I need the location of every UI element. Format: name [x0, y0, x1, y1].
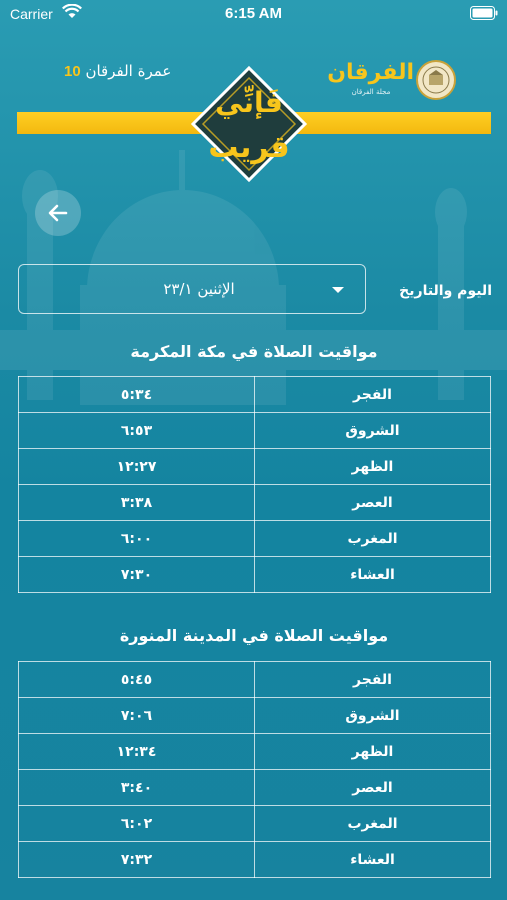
prayer-name: العصر [255, 485, 491, 521]
prayer-name: المغرب [255, 521, 491, 557]
prayer-time: ١٢:٢٧ [19, 449, 255, 485]
prayer-time: ٣:٣٨ [19, 485, 255, 521]
carrier-label: Carrier [10, 6, 53, 22]
table-row [19, 662, 491, 698]
table-row [19, 842, 491, 878]
date-selected-value: الإثنين ٢٣/١ [163, 280, 235, 298]
prayer-name: العصر [255, 770, 491, 806]
brand-seal-icon [416, 60, 456, 100]
table-row [19, 734, 491, 770]
table-row [19, 521, 491, 557]
table-row [19, 485, 491, 521]
prayer-name: العشاء [255, 557, 491, 593]
table-row [19, 449, 491, 485]
status-time: 6:15 AM [225, 5, 282, 22]
prayer-name: الظهر [255, 734, 491, 770]
battery-icon [470, 6, 498, 20]
prayer-time: ٦:٥٣ [19, 413, 255, 449]
prayer-name: الشروق [255, 698, 491, 734]
prayer-time: ٧:٣٠ [19, 557, 255, 593]
table-row [19, 806, 491, 842]
madinah-title: مواقيت الصلاة في المدينة المنورة [119, 626, 389, 645]
prayer-name: الظهر [255, 449, 491, 485]
prayer-name: المغرب [255, 806, 491, 842]
brand-logo [328, 60, 458, 104]
brand-subtitle: مجلة الفرقان [351, 88, 391, 96]
chevron-down-icon [331, 285, 345, 295]
date-label: اليوم والتاريخ [399, 283, 492, 299]
logo-line-2: قريب [208, 130, 290, 165]
logo-line-1: فَإنِّي [215, 86, 283, 119]
date-dropdown[interactable] [18, 264, 366, 314]
table-row [19, 413, 491, 449]
status-bar [0, 0, 507, 30]
brand-name: الفرقان [327, 60, 414, 85]
umrah-number: 10 [64, 63, 81, 80]
makkah-prayer-table [18, 376, 491, 593]
prayer-time: ٥:٣٤ [19, 377, 255, 413]
campaign-logo [189, 64, 309, 184]
prayer-time: ٣:٤٠ [19, 770, 255, 806]
logo-diamond-shape [189, 64, 309, 184]
table-row [19, 770, 491, 806]
prayer-time: ٧:٣٢ [19, 842, 255, 878]
prayer-name: الشروق [255, 413, 491, 449]
prayer-name: الفجر [255, 377, 491, 413]
prayer-time: ٦:٠٠ [19, 521, 255, 557]
table-row [19, 377, 491, 413]
makkah-title: مواقيت الصلاة في مكة المكرمة [130, 342, 378, 361]
back-button[interactable] [35, 190, 81, 236]
prayer-name: العشاء [255, 842, 491, 878]
prayer-name: الفجر [255, 662, 491, 698]
table-row [19, 557, 491, 593]
prayer-time: ٧:٠٦ [19, 698, 255, 734]
table-row [19, 698, 491, 734]
umrah-text: عمرة الفرقان [85, 62, 172, 80]
prayer-time: ٥:٤٥ [19, 662, 255, 698]
prayer-time: ٦:٠٢ [19, 806, 255, 842]
arrow-left-icon [47, 202, 69, 224]
prayer-time: ١٢:٣٤ [19, 734, 255, 770]
umrah-title [64, 62, 171, 80]
madinah-prayer-table [18, 661, 491, 878]
